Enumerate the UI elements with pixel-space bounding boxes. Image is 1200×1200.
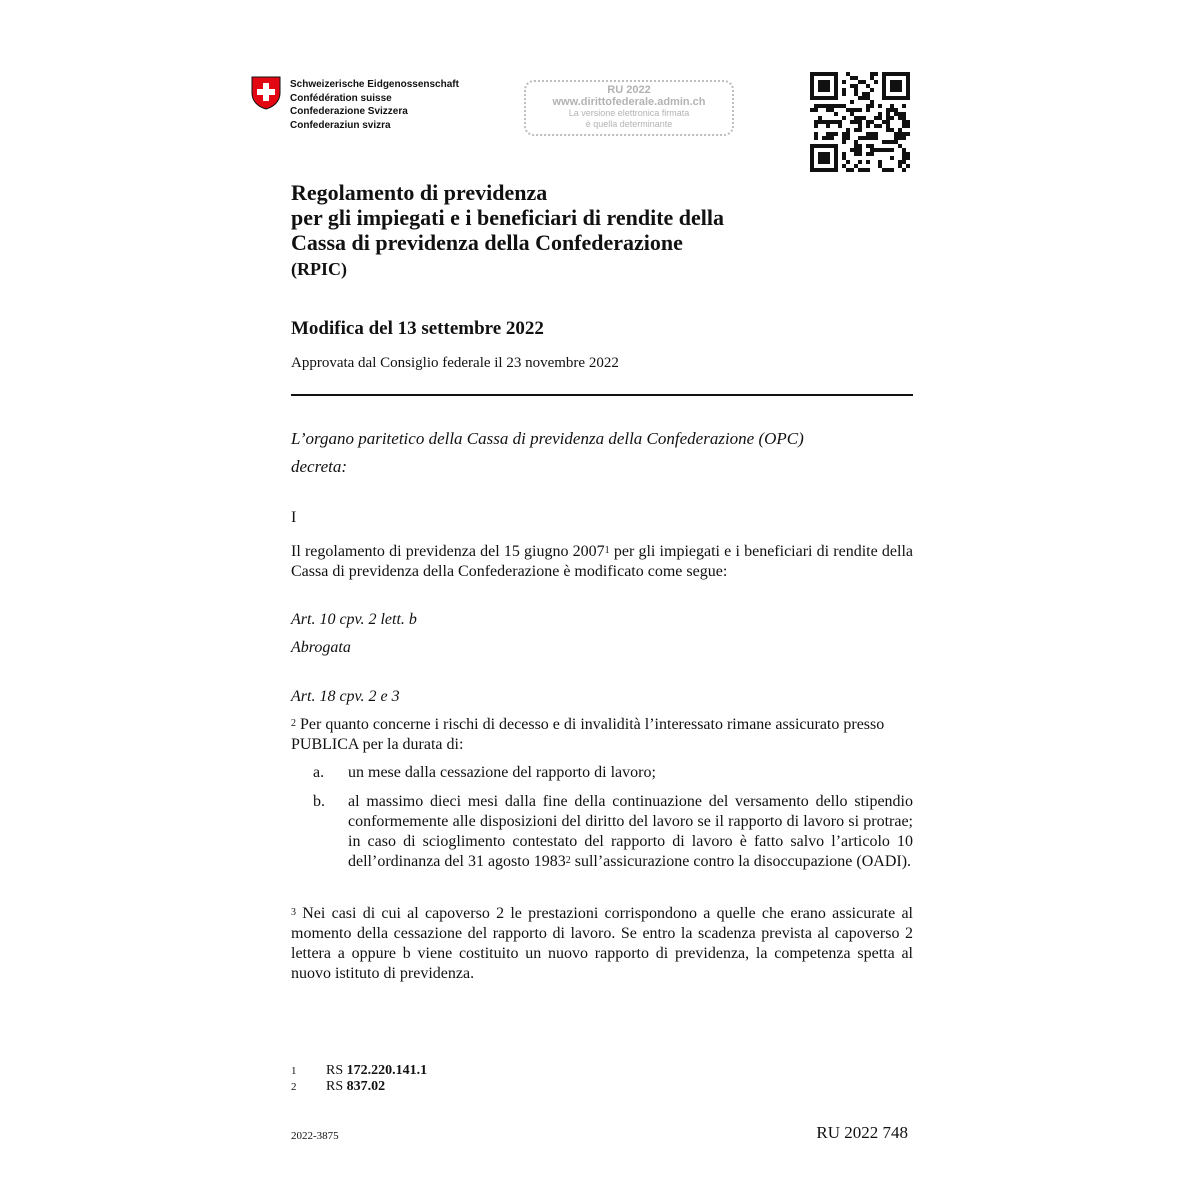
- para1-after: per gli impiegati e i beneficiari di rendite della Cassa di previdenza della Confederazione è modificato come segue:: [291, 543, 914, 580]
- amendment-intro-paragraph: [291, 542, 913, 582]
- footnote-2: [291, 1079, 385, 1095]
- art18-paragraph-3: [291, 904, 913, 984]
- amendment-date: Modifica del 13 settembre 2022: [291, 318, 544, 339]
- stamp-line-3: La versione elettronica firmata: [568, 108, 690, 118]
- title-line-2: per gli impiegati e i beneficiari di rendite della: [291, 205, 725, 230]
- footnote-1-ref: 172.220.141.1: [346, 1063, 428, 1078]
- title-line-1: Regolamento di previdenza: [291, 180, 548, 205]
- art18-heading: Art. 18 cpv. 2 e 3: [291, 688, 400, 705]
- footnote-2-number: 2: [291, 1081, 297, 1093]
- divider: [291, 394, 913, 396]
- stamp-line-1: RU 2022: [607, 84, 651, 96]
- stamp-line-2: www.dirittofederale.admin.ch: [552, 96, 706, 108]
- footnote-ref-2: 2: [565, 855, 571, 866]
- list-item: [291, 792, 913, 872]
- list-text-b-after: sull’assicurazione contro la disoccupazione (OADI).: [570, 853, 912, 870]
- title-line-3: Cassa di previdenza della Confederazione: [291, 230, 683, 255]
- org-line-it: Confederazione Svizzera: [290, 106, 408, 117]
- org-line-fr: Confédération suisse: [290, 92, 392, 104]
- qr-code-icon: [810, 72, 910, 172]
- art10-text: Abrogata: [291, 639, 351, 656]
- document-title: [291, 180, 724, 255]
- cpv2-number: 2: [291, 718, 296, 729]
- title-abbreviation: (RPIC): [291, 259, 347, 279]
- stamp-line-4: è quella determinante: [585, 119, 673, 129]
- list-text-a: un mese dalla cessazione del rapporto di lavoro;: [348, 764, 656, 781]
- list-label-b: b.: [313, 793, 325, 810]
- electronic-version-stamp: [524, 80, 734, 136]
- swiss-cross-shield-icon: [251, 76, 281, 110]
- document-number: 2022-3875: [291, 1130, 339, 1142]
- approval-note: Approvata dal Consiglio federale il 23 novembre 2022: [291, 355, 619, 371]
- cpv2-text: Per quanto concerne i rischi di decesso e di invalidità l’interessato rimane assicurato presso PUBLICA per la durata di:: [291, 716, 885, 753]
- list-text-b-before: al massimo dieci mesi dalla fine della continuazione del versamento dello stipendio conformemente alle disposizioni del diritto del lavoro se il rapporto di lavoro si protrae; in caso di scioglimento contestato del rapporto di lavoro è fatto salvo l’articolo 10 dell’ordinanza del 31 agosto 1983: [348, 793, 913, 870]
- footnote-2-ref: 837.02: [346, 1079, 386, 1094]
- art18-paragraph-2: [291, 715, 913, 755]
- preamble: [291, 425, 913, 481]
- footnote-1: [291, 1063, 427, 1079]
- list-item: [291, 763, 913, 783]
- preamble-line-2: decreta:: [291, 457, 348, 476]
- preamble-line-1: L’organo paritetico della Cassa di previdenza della Confederazione (OPC): [291, 429, 804, 448]
- organization-names: [290, 78, 459, 132]
- org-line-rm: Confederaziun svizra: [290, 119, 391, 131]
- art10-heading: Art. 10 cpv. 2 lett. b: [291, 611, 417, 628]
- official-compilation-reference: RU 2022 748: [816, 1123, 908, 1142]
- footnote-2-prefix: RS: [326, 1079, 347, 1094]
- org-line-de: Schweizerische Eidgenossenschaft: [290, 79, 459, 90]
- cpv3-number: 3: [291, 907, 296, 918]
- para1-before: Il regolamento di previdenza del 15 giugno 2007: [291, 543, 605, 560]
- list-label-a: a.: [313, 764, 325, 781]
- section-number: I: [291, 509, 297, 526]
- footnote-1-prefix: RS: [326, 1063, 347, 1078]
- footnote-1-number: 1: [291, 1065, 297, 1077]
- cpv3-text: Nei casi di cui al capoverso 2 le prestazioni corrispondono a quelle che erano assicurate al momento della cessazione del rapporto di lavoro. Se entro la scadenza prevista al capoverso 2 lettera a oppure b viene costituito un nuovo rapporto di previdenza, la competenza spetta al nuovo istituto di previdenza.: [291, 905, 913, 982]
- footnote-ref-1: 1: [604, 545, 610, 556]
